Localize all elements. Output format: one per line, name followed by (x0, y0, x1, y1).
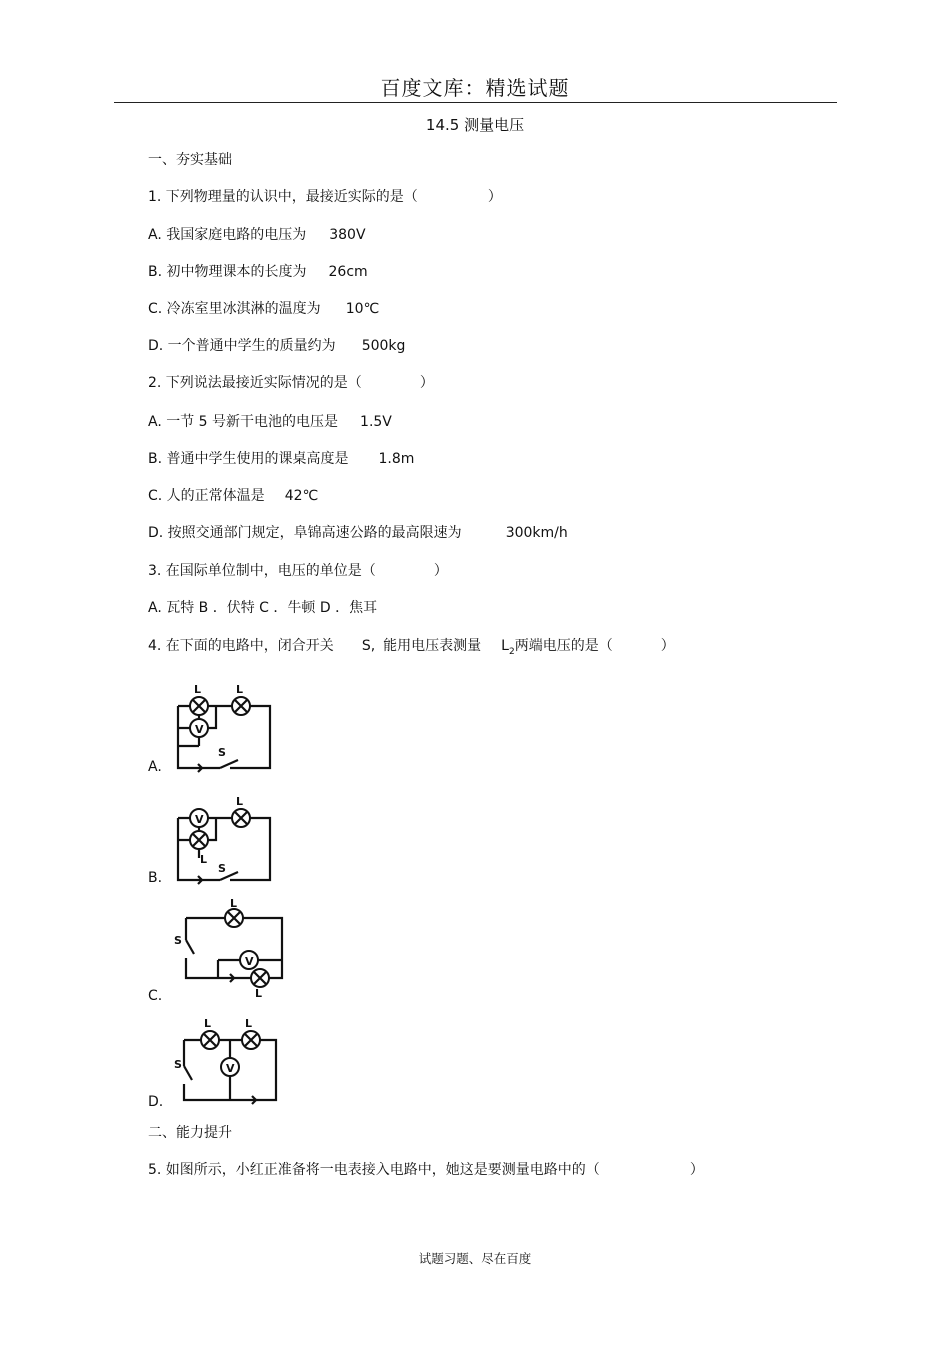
section-heading-1: 一、夯实基础 (148, 152, 232, 168)
question-4-lamp-subscript: 2 (508, 646, 515, 657)
option-text: D. 一个普通中学生的质量约为 (148, 338, 336, 354)
option-text: A. 我国家庭电路的电压为 (148, 227, 307, 243)
circuit-diagram-b (168, 792, 278, 887)
question-4-text-b: 能用电压表测量 (383, 638, 482, 654)
question-1-text: 1. 下列物理量的认识中，最接近实际的是（ (148, 189, 418, 205)
question-1-stem (148, 187, 502, 207)
circuit-diagram-a (168, 680, 278, 775)
option-value: 1.8m (378, 451, 415, 467)
circuit-a-label: A. (148, 759, 162, 775)
circuit-c-label: C. (148, 988, 163, 1004)
lamp-label: L (245, 1017, 253, 1030)
lamp-label: L (230, 897, 238, 910)
voltmeter-label: V (195, 723, 204, 736)
lamp-label: L (204, 1017, 212, 1030)
question-4-lamp-symbol: L (501, 638, 509, 654)
option-text: C. 人的正常体温是 (148, 488, 265, 504)
switch-label: S (218, 862, 226, 875)
switch-label: S (174, 934, 182, 947)
question-2-stem (148, 373, 434, 393)
question-4-stem (148, 636, 675, 662)
option-value: 42℃ (284, 488, 319, 504)
option-value: 300km/h (505, 525, 568, 541)
lamp-label: L (255, 987, 263, 1000)
option-text: B. 初中物理课本的长度为 (148, 264, 307, 280)
switch-label: S (218, 746, 226, 759)
question-2-option-d (148, 523, 568, 543)
lamp-label: L (236, 683, 244, 696)
question-2-option-b (148, 449, 414, 469)
question-4-text-a: 4. 在下面的电路中，闭合开关 (148, 638, 334, 654)
header-rule (114, 102, 837, 103)
option-text: A. 一节 5 号新干电池的电压是 (148, 414, 339, 430)
question-4-text-c: 两端电压的是（ (514, 638, 613, 654)
question-3-options: A. 瓦特 B ．伏特 C ．牛顿 D ．焦耳 (148, 600, 378, 616)
document-title: 14.5 测量电压 (425, 116, 525, 134)
lamp-label: L (194, 683, 202, 696)
question-5-text: 5. 如图所示，小红正准备将一电表接入电路中，她这是要测量电路中的（ (148, 1162, 600, 1178)
question-4-switch-symbol: S, (361, 638, 376, 654)
page-footer: 试题习题、尽在百度 (418, 1251, 532, 1266)
option-value: 1.5V (360, 414, 392, 430)
question-1-option-a (148, 225, 366, 245)
voltmeter-label: V (245, 955, 254, 968)
voltmeter-label: V (226, 1062, 235, 1075)
section-heading-2: 二、能力提升 (148, 1125, 232, 1141)
option-text: B. 普通中学生使用的课桌高度是 (148, 451, 349, 467)
option-value: 10℃ (345, 301, 380, 317)
option-value: 26cm (328, 264, 368, 280)
circuit-diagram-c (168, 898, 293, 998)
lamp-label: L (200, 853, 208, 866)
question-1-option-b (148, 262, 368, 282)
question-1-close: ） (487, 189, 502, 205)
option-value: 380V (329, 227, 366, 243)
circuit-diagram-d (168, 1012, 288, 1107)
circuit-b-label: B. (148, 870, 163, 886)
voltmeter-label: V (195, 813, 204, 826)
question-5-close: ） (689, 1162, 704, 1178)
question-1-option-c (148, 299, 379, 319)
question-1-option-d (148, 336, 405, 356)
switch-label: S (174, 1058, 182, 1071)
question-2-close: ） (419, 375, 434, 391)
question-2-option-a (148, 412, 392, 432)
question-2-option-c (148, 486, 318, 506)
circuit-d-label: D. (148, 1094, 164, 1110)
question-3-close: ） (433, 563, 448, 579)
question-3-text: 3. 在国际单位制中，电压的单位是（ (148, 563, 376, 579)
question-2-text: 2. 下列说法最接近实际情况的是（ (148, 375, 362, 391)
lamp-label: L (236, 795, 244, 808)
question-3-stem (148, 561, 448, 581)
question-4-close: ） (660, 638, 675, 654)
option-text: D. 按照交通部门规定，阜锦高速公路的最高限速为 (148, 525, 462, 541)
question-5-stem (148, 1160, 704, 1180)
option-value: 500kg (361, 338, 406, 354)
page-header-title: 百度文库：精选试题 (380, 76, 570, 100)
option-text: C. 冷冻室里冰淇淋的温度为 (148, 301, 321, 317)
